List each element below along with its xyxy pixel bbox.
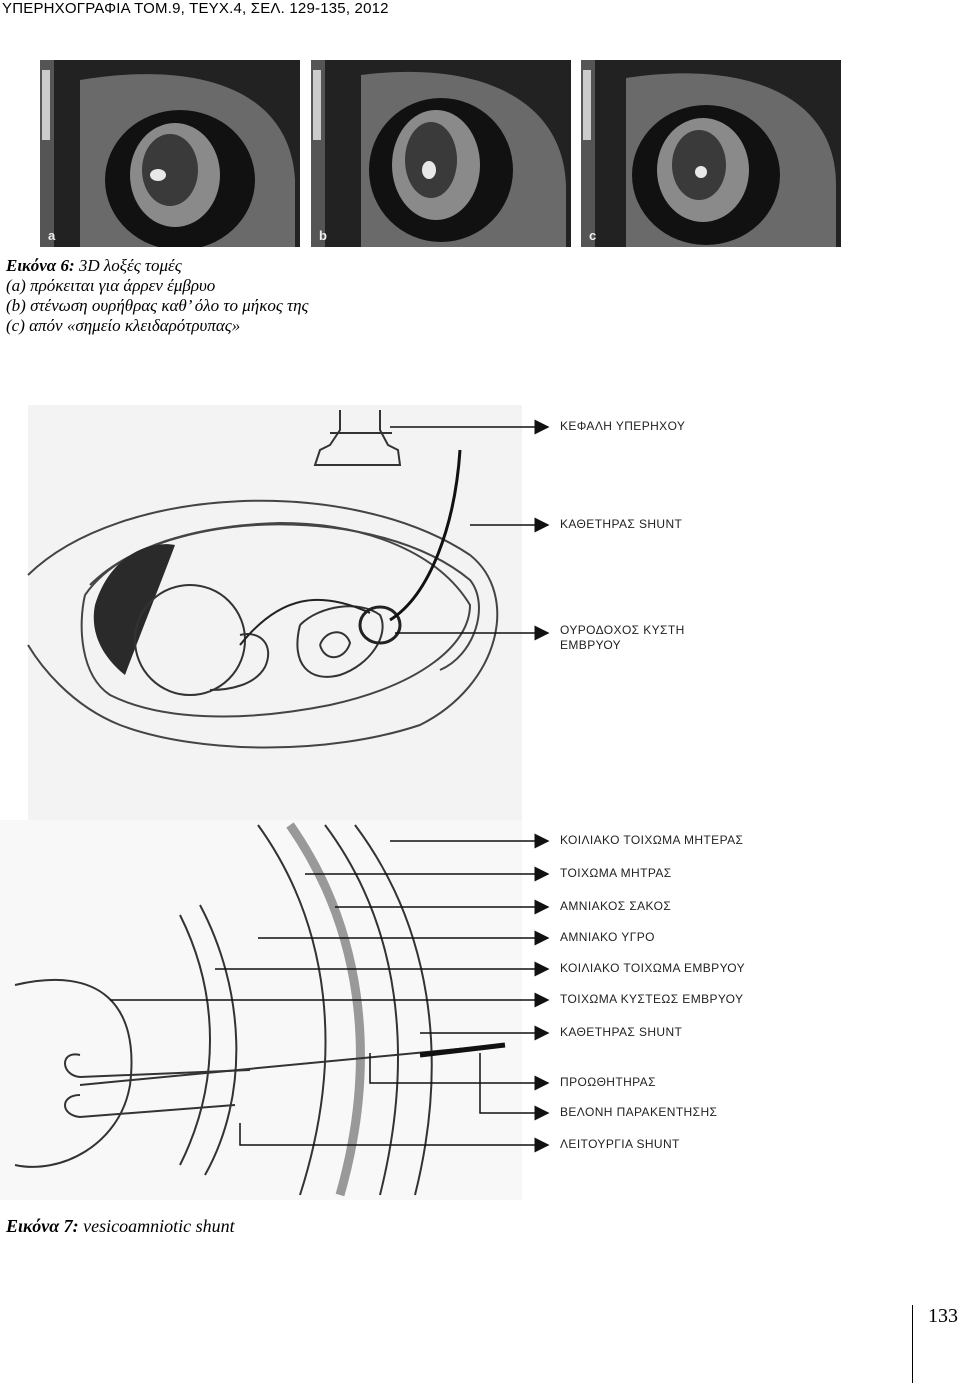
label-fetal-abdominal-wall: ΚΟΙΛΙΑΚΟ ΤΟΙΧΩΜΑ ΕΜΒΡΥΟΥ bbox=[560, 961, 746, 975]
ultrasound-panel-c bbox=[581, 60, 841, 247]
panel-label-b: b bbox=[319, 228, 327, 243]
label-fetal-bladder-2: ΕΜΒΡΥΟΥ bbox=[560, 638, 622, 652]
label-shunt-function: ΛΕΙΤΟΥΡΓΙΑ SHUNT bbox=[560, 1137, 680, 1151]
figure6-caption-line-a: (a) πρόκειται για άρρεν έμβρυο bbox=[6, 276, 216, 295]
label-uterine-wall: ΤΟΙΧΩΜΑ ΜΗΤΡΑΣ bbox=[560, 866, 672, 880]
label-fetal-bladder-1: ΟΥΡΟΔΟΧΟΣ ΚΥΣΤΗ bbox=[560, 623, 685, 637]
panel-label-a: a bbox=[48, 228, 56, 243]
ultrasound-panel-a bbox=[40, 60, 300, 247]
figure6-caption-line-c: (c) απόν «σημείο κλειδαρότρυπας» bbox=[6, 316, 241, 335]
figure7-caption-rest: vesicoamniotic shunt bbox=[78, 1216, 235, 1236]
figure7-caption bbox=[6, 1216, 235, 1237]
label-amniotic-fluid: ΑΜΝΙΑΚΟ ΥΓΡΟ bbox=[560, 930, 655, 944]
figure6-caption-rest: 3D λοξές τομές bbox=[74, 256, 182, 275]
figure7-drawing bbox=[0, 405, 960, 1205]
label-puncture-needle: ΒΕΛΟΝΗ ΠΑΡΑΚΕΝΤΗΣΗΣ bbox=[560, 1105, 718, 1119]
figure7-caption-title: Εικόνα 7: bbox=[6, 1216, 79, 1236]
label-amniotic-sac: ΑΜΝΙΑΚΟΣ ΣΑΚΟΣ bbox=[560, 899, 672, 913]
panel-label-c: c bbox=[589, 228, 597, 243]
figure6-caption-title: Εικόνα 6: bbox=[6, 256, 75, 275]
label-fetal-bladder-wall: ΤΟΙΧΩΜΑ ΚΥΣΤΕΩΣ ΕΜΒΡΥΟΥ bbox=[560, 992, 744, 1006]
running-header: ΥΠΕΡΗΧΟΓΡΑΦΙΑ ΤΟΜ.9, ΤΕΥΧ.4, ΣΕΛ. 129-135, 2012 bbox=[2, 0, 389, 17]
figure7-diagram bbox=[0, 405, 960, 1205]
figure6-caption bbox=[6, 256, 308, 336]
label-pusher: ΠΡΟΩΘΗΤΗΡΑΣ bbox=[560, 1075, 656, 1089]
figure6-caption-line-b: (b) στένωση ουρήθρας καθ’ όλο το μήκος της bbox=[6, 296, 309, 315]
label-shunt-catheter-lower: ΚΑΘΕΤΗΡΑΣ SHUNT bbox=[560, 1025, 683, 1039]
label-transducer-head: ΚΕΦΑΛΗ ΥΠΕΡΗΧΟΥ bbox=[560, 419, 686, 433]
page-number: 133 bbox=[928, 1305, 958, 1327]
ultrasound-panel-b bbox=[311, 60, 571, 247]
label-maternal-abdominal-wall: ΚΟΙΛΙΑΚΟ ΤΟΙΧΩΜΑ ΜΗΤΕΡΑΣ bbox=[560, 833, 744, 847]
label-shunt-catheter-upper: ΚΑΘΕΤΗΡΑΣ SHUNT bbox=[560, 517, 683, 531]
page-number-rule bbox=[912, 1305, 913, 1383]
